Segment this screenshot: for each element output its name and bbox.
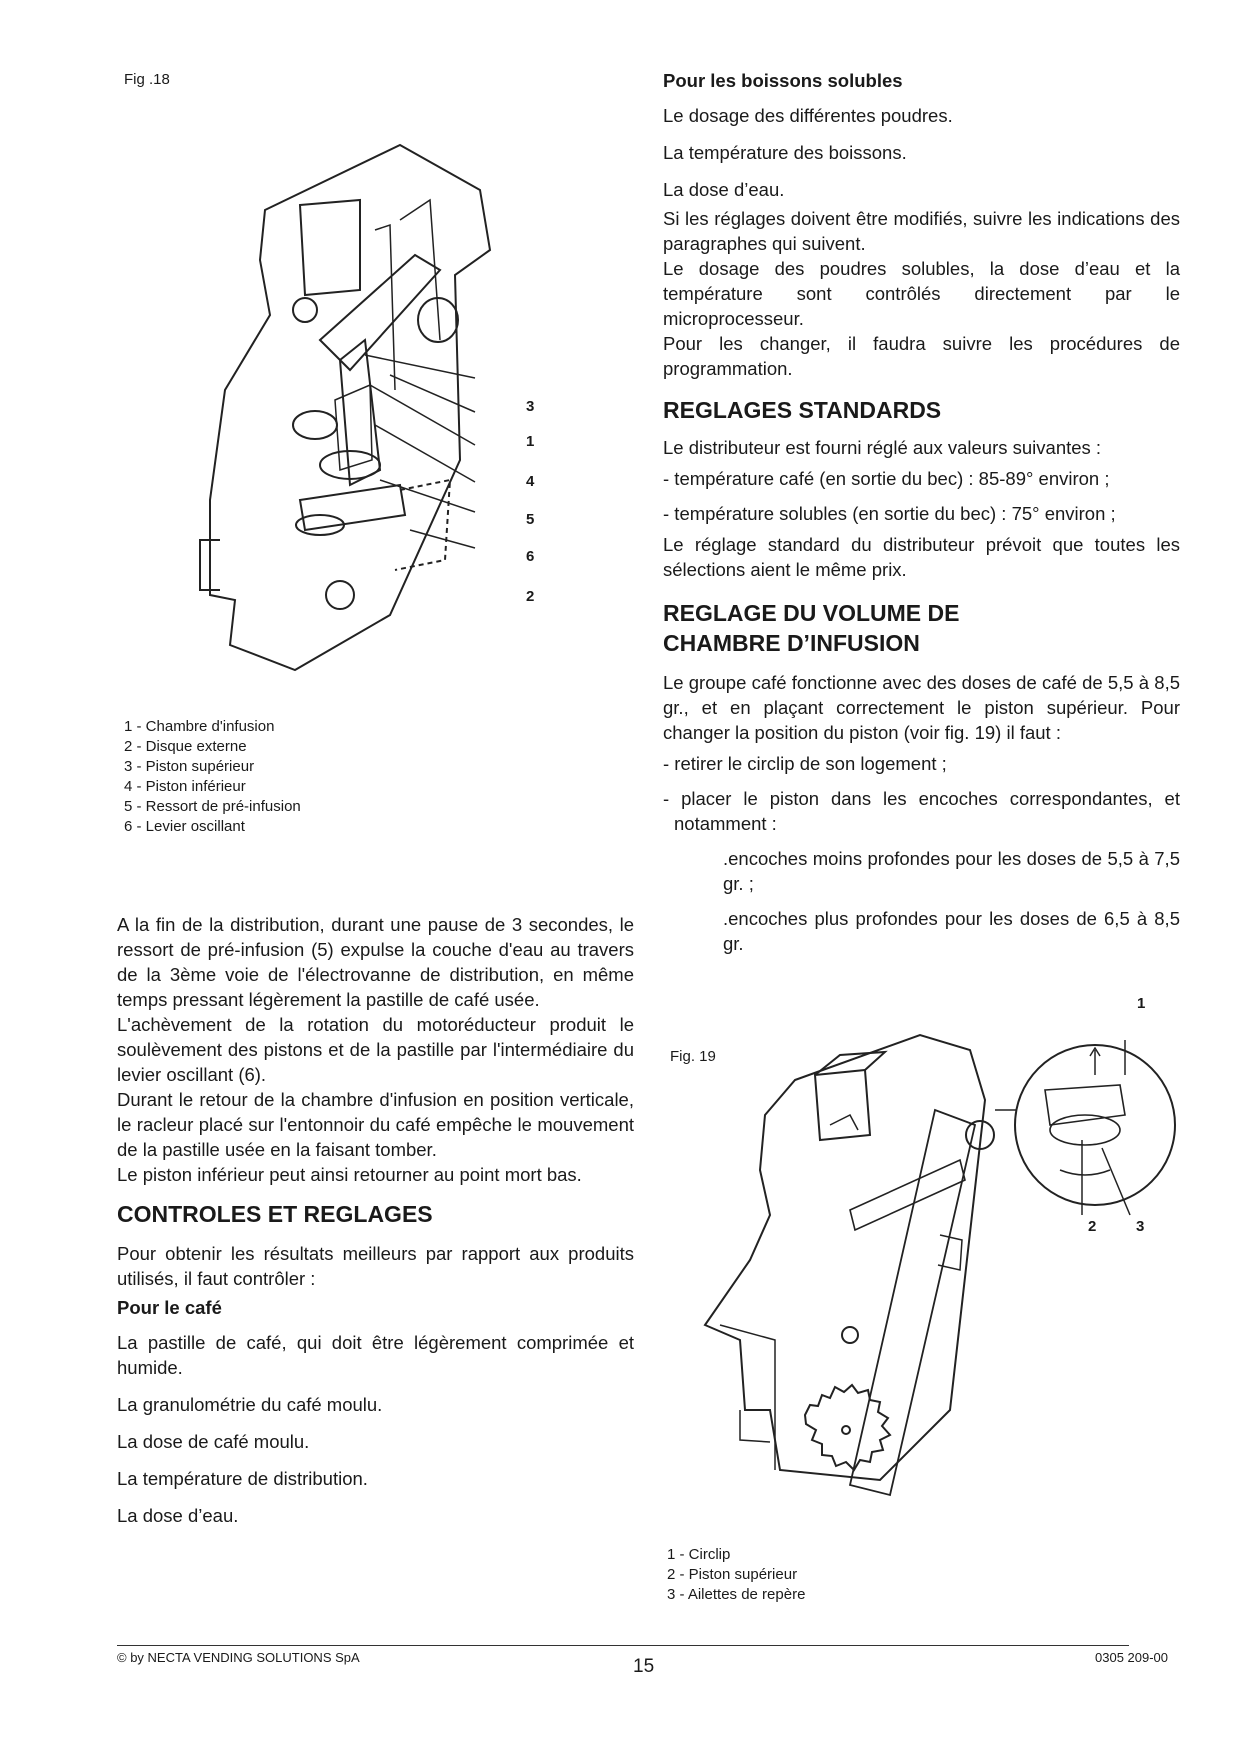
fig18-callout-3: 3 xyxy=(526,398,535,415)
section-heading: REGLAGE DU VOLUME DE xyxy=(663,600,960,626)
subheading: Pour le café xyxy=(117,1297,222,1318)
sub-item: .encoches plus profondes pour les doses de 6,5 à 8,5 gr. xyxy=(723,908,1180,954)
paragraph: Le réglage standard du distributeur prévoit que toutes les sélections aient le même prix. xyxy=(663,534,1180,580)
fig19-legend xyxy=(667,1545,805,1605)
footer-divider xyxy=(117,1645,1129,1646)
section-heading: CONTROLES ET REGLAGES xyxy=(117,1201,433,1227)
check-item: La pastille de café, qui doit être légèrement comprimée et humide. xyxy=(117,1332,634,1378)
footer-copyright: © by NECTA VENDING SOLUTIONS SpA xyxy=(117,1650,360,1665)
paragraph: Pour obtenir les résultats meilleurs par rapport aux produits utilisés, il faut contrôler : xyxy=(117,1243,634,1289)
legend-item: 2 - Disque externe xyxy=(124,738,247,755)
legend-item: 4 - Piston inférieur xyxy=(124,778,246,795)
fig18-callout-6: 6 xyxy=(526,548,535,565)
list-item: - température café (en sortie du bec) : 85-89° environ ; xyxy=(663,468,1110,489)
section-heading: REGLAGES STANDARDS xyxy=(663,397,942,423)
sub-item: .encoches moins profondes pour les doses de 5,5 à 7,5 gr. ; xyxy=(723,848,1180,894)
list-item: - placer le piston dans les encoches correspondantes, et notamment : xyxy=(663,788,1180,834)
subheading: Pour les boissons solubles xyxy=(663,70,903,91)
legend-item: 3 - Piston supérieur xyxy=(124,758,255,775)
paragraph: Le dosage des poudres solubles, la dose d’eau et la température sont contrôlés directement par le microprocesseur. xyxy=(663,258,1180,329)
fig18-drawing xyxy=(190,140,520,690)
legend-item: 1 - Circlip xyxy=(667,1546,731,1563)
paragraph: Le groupe café fonctionne avec des doses de café de 5,5 à 8,5 gr., et en plaçant correctement le piston supérieur. Pour changer la position du piston (voir fig. 19) il faut : xyxy=(663,672,1180,743)
right-column xyxy=(663,68,1180,956)
paragraph: Le distributeur est fourni réglé aux valeurs suivantes : xyxy=(663,437,1102,458)
check-item: La température de distribution. xyxy=(117,1468,368,1489)
section-heading: CHAMBRE D’INFUSION xyxy=(663,630,920,656)
paragraph: A la fin de la distribution, durant une pause de 3 secondes, le ressort de pré-infusion (5) expulse la couche d'eau au travers de la 3ème voie de l'électrovanne de distribution, en même temps pressant légèrement la pastille de café usée. xyxy=(117,914,634,1010)
fig18-label: Fig .18 xyxy=(124,71,170,88)
list-item: - retirer le circlip de son logement ; xyxy=(663,753,947,774)
legend-item: 1 - Chambre d'infusion xyxy=(124,718,275,735)
fig18-callout-4: 4 xyxy=(526,473,535,490)
fig19-callout-1: 1 xyxy=(1137,995,1146,1012)
check-item: La granulométrie du café moulu. xyxy=(117,1394,383,1415)
fig18-callout-2: 2 xyxy=(526,588,535,605)
fig18-callout-5: 5 xyxy=(526,511,535,528)
fig18-legend xyxy=(124,717,301,837)
paragraph: Si les réglages doivent être modifiés, suivre les indications des paragraphes qui suivent. xyxy=(663,208,1180,254)
fig18-callout-1: 1 xyxy=(526,433,535,450)
paragraph: Durant le retour de la chambre d'infusion en position verticale, le racleur placé sur l'entonnoir du café empêche le mouvement de la pastille usée en la faisant tomber. xyxy=(117,1089,634,1160)
fig19-callout-3: 3 xyxy=(1136,1218,1145,1235)
left-column xyxy=(117,912,634,1528)
footer-code: 0305 209-00 xyxy=(1095,1650,1169,1665)
fig19-label: Fig. 19 xyxy=(670,1048,716,1065)
check-item: La dose de café moulu. xyxy=(117,1431,310,1452)
legend-item: 3 - Ailettes de repère xyxy=(667,1586,806,1603)
fig19-callout-2: 2 xyxy=(1088,1218,1097,1235)
paragraph: L'achèvement de la rotation du motoréducteur produit le soulèvement des pistons et de la pastille par l'intermédiaire du levier oscillant (6). xyxy=(117,1014,634,1085)
check-item: La dose d’eau. xyxy=(663,179,785,200)
check-item: La température des boissons. xyxy=(663,142,907,163)
paragraph: Pour les changer, il faudra suivre les procédures de programmation. xyxy=(663,333,1180,379)
paragraph: Le piston inférieur peut ainsi retourner au point mort bas. xyxy=(117,1164,582,1185)
check-item: La dose d’eau. xyxy=(117,1505,239,1526)
legend-item: 5 - Ressort de pré-infusion xyxy=(124,798,301,815)
legend-item: 6 - Levier oscillant xyxy=(124,818,245,835)
list-item: - température solubles (en sortie du bec) : 75° environ ; xyxy=(663,503,1116,524)
legend-item: 2 - Piston supérieur xyxy=(667,1566,798,1583)
page-number: 15 xyxy=(633,1656,655,1677)
fig19-drawing xyxy=(700,1030,1180,1530)
check-item: Le dosage des différentes poudres. xyxy=(663,105,953,126)
